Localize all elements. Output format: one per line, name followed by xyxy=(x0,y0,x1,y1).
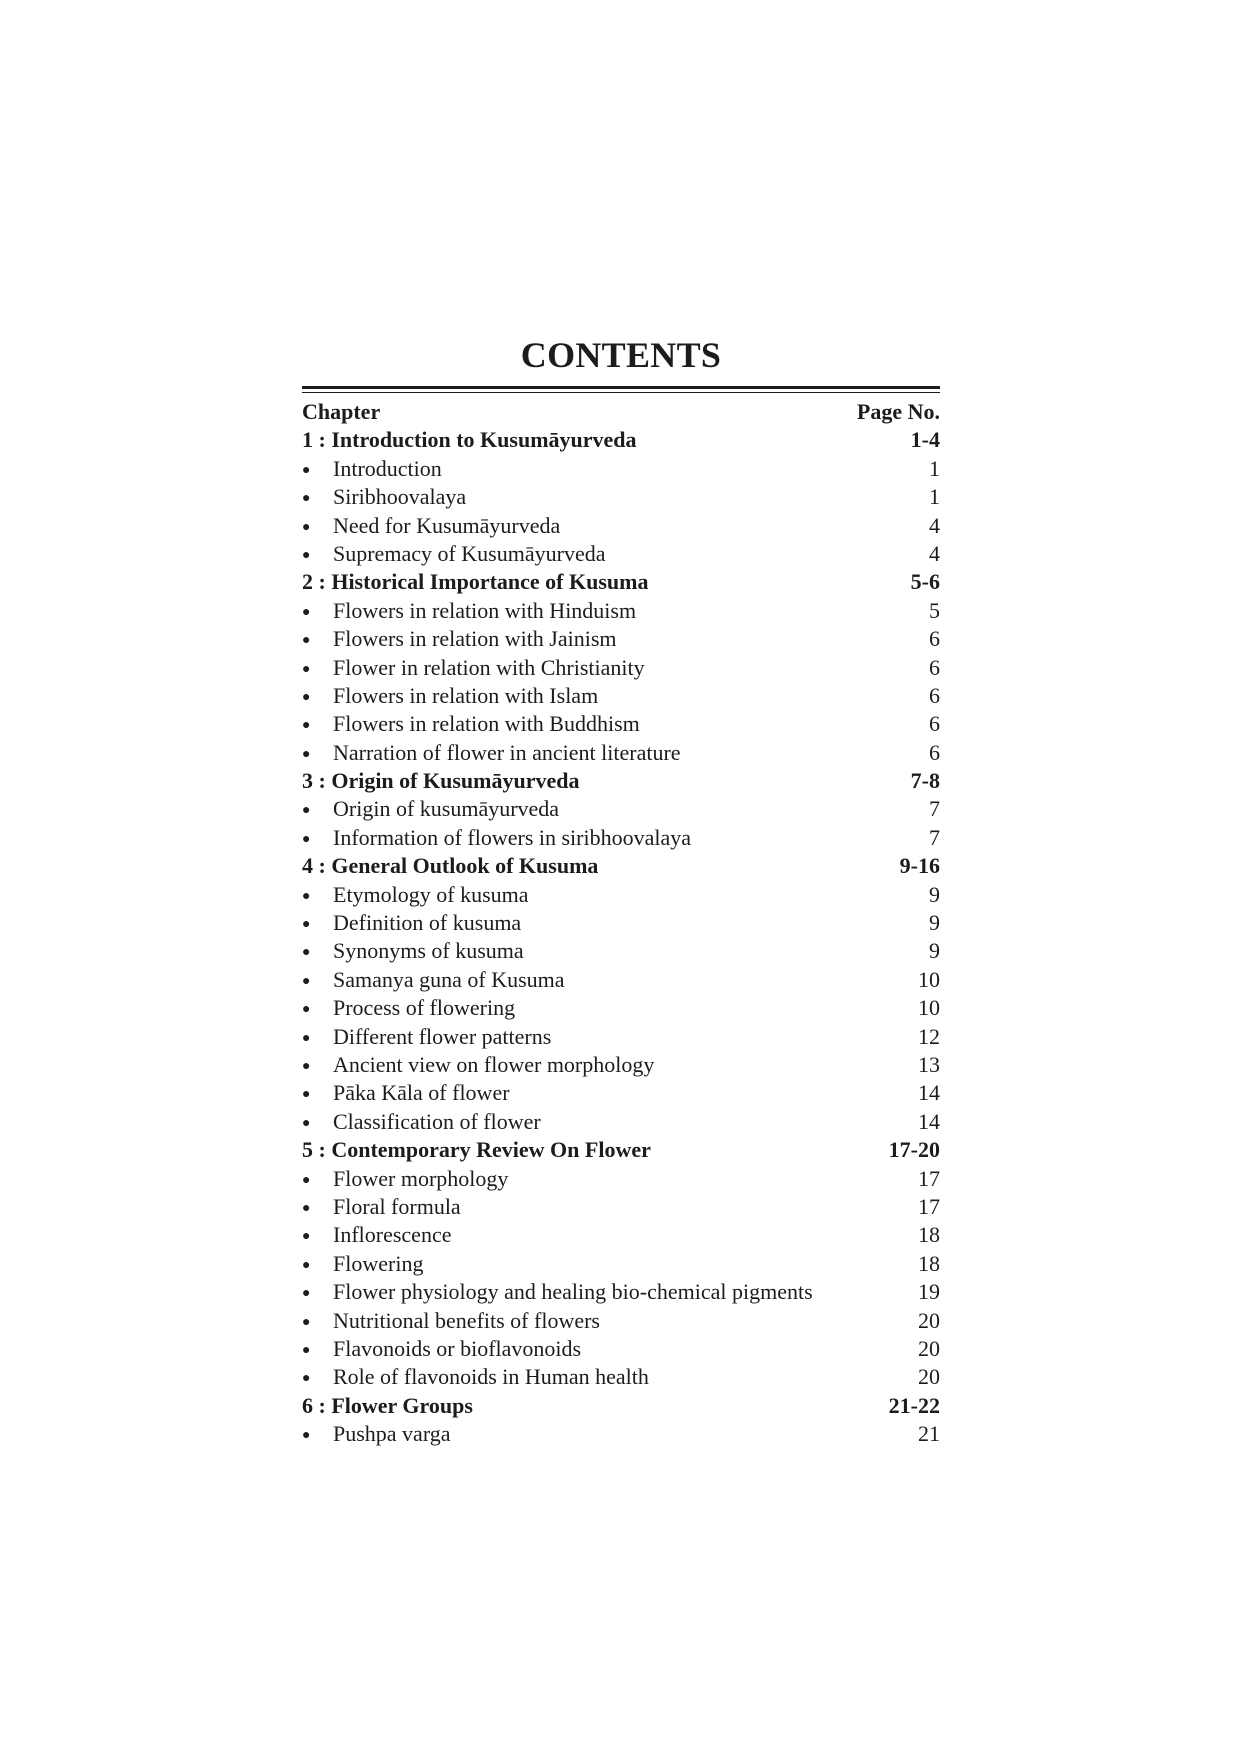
bullet-icon: ● xyxy=(302,1428,311,1444)
chapter-row xyxy=(302,1392,940,1420)
section-row xyxy=(302,1363,940,1391)
section-title: Definition of kusuma xyxy=(333,910,522,936)
page-number: 5 xyxy=(929,597,940,623)
chapter-title: 3 : Origin of Kusumāyurveda xyxy=(302,768,580,794)
bullet-icon: ● xyxy=(302,1342,311,1358)
section-row xyxy=(302,654,940,682)
section-row xyxy=(302,739,940,767)
section-title: Ancient view on flower morphology xyxy=(333,1052,655,1077)
bullet-icon: ● xyxy=(302,633,311,649)
page-number: 21-22 xyxy=(888,1392,940,1418)
section-title: Flowers in relation with Jainism xyxy=(333,626,617,652)
toc-entries xyxy=(302,426,940,1448)
section-row xyxy=(302,881,940,909)
page-number: 12 xyxy=(918,1023,940,1049)
section-row xyxy=(302,710,940,738)
page-number: 6 xyxy=(929,626,940,652)
bullet-icon: ● xyxy=(302,661,311,677)
page-number: 10 xyxy=(918,995,940,1021)
chapter-row xyxy=(302,767,940,795)
bullet-icon: ● xyxy=(302,888,311,904)
section-row xyxy=(302,455,940,483)
section-title: Origin of kusumāyurveda xyxy=(333,796,560,822)
section-title: Siribhoovalaya xyxy=(333,484,467,510)
bullet-icon: ● xyxy=(302,1002,311,1018)
page-number: 5-6 xyxy=(910,569,940,595)
chapter-row xyxy=(302,426,940,454)
section-title: Flowers in relation with Buddhism xyxy=(333,711,640,737)
section-title: Pāka Kāla of flower xyxy=(333,1080,510,1106)
bullet-icon: ● xyxy=(302,973,311,989)
bullet-icon: ● xyxy=(302,1059,311,1074)
chapter-row xyxy=(302,568,940,596)
bullet-icon: ● xyxy=(302,718,311,734)
page-number: 14 xyxy=(918,1080,940,1106)
section-row xyxy=(302,483,940,511)
bullet-icon: ● xyxy=(302,462,311,478)
section-row xyxy=(302,1420,940,1448)
page-number: 20 xyxy=(918,1307,940,1333)
page-number: 17 xyxy=(918,1193,940,1219)
bullet-icon: ● xyxy=(302,831,311,847)
section-title: Narration of flower in ancient literature xyxy=(333,739,681,765)
section-title: Role of flavonoids in Human health xyxy=(333,1364,649,1390)
section-title: Floral formula xyxy=(333,1193,461,1219)
chapter-title: 5 : Contemporary Review On Flower xyxy=(302,1137,651,1163)
bullet-icon: ● xyxy=(302,604,311,620)
section-row xyxy=(302,795,940,823)
page-number: 20 xyxy=(918,1364,940,1390)
section-title: Synonyms of kusuma xyxy=(333,938,524,964)
page-number: 9 xyxy=(929,938,940,964)
bullet-icon: ● xyxy=(302,547,311,563)
bullet-icon: ● xyxy=(302,1257,311,1273)
section-row xyxy=(302,909,940,937)
page-column-label: Page No. xyxy=(856,399,940,424)
section-row xyxy=(302,1250,940,1278)
page-number: 7 xyxy=(929,796,940,822)
page-number: 19 xyxy=(918,1279,940,1305)
page-number: 1 xyxy=(929,484,940,510)
section-row xyxy=(302,994,940,1022)
section-title: Different flower patterns xyxy=(333,1023,552,1049)
bullet-icon: ● xyxy=(302,945,311,961)
bullet-icon: ● xyxy=(302,803,311,819)
section-title: Classification of flower xyxy=(333,1108,541,1134)
bullet-icon: ● xyxy=(302,917,311,933)
section-row xyxy=(302,540,940,568)
title-rule-thin xyxy=(302,392,940,393)
bullet-icon: ● xyxy=(302,1172,311,1188)
page-number: 18 xyxy=(918,1222,940,1248)
section-row xyxy=(302,937,940,965)
section-title: Flowering xyxy=(333,1250,424,1276)
section-title: Supremacy of Kusumāyurveda xyxy=(333,540,606,566)
page-number: 7 xyxy=(929,824,940,850)
section-title: Introduction xyxy=(333,455,442,481)
page-title: CONTENTS xyxy=(520,335,722,375)
bullet-icon: ● xyxy=(302,1371,311,1387)
bullet-icon: ● xyxy=(302,1286,311,1302)
page-number: 9 xyxy=(929,910,940,936)
section-row xyxy=(302,512,940,540)
table-of-contents xyxy=(302,334,940,1448)
page-number: 13 xyxy=(918,1052,940,1077)
section-title: Need for Kusumāyurveda xyxy=(333,512,561,538)
section-title: Samanya guna of Kusuma xyxy=(333,966,565,992)
section-row xyxy=(302,966,940,994)
bullet-icon: ● xyxy=(302,689,311,705)
bullet-icon: ● xyxy=(302,491,311,507)
bullet-icon: ● xyxy=(302,1200,311,1216)
page-number: 1 xyxy=(929,455,940,481)
section-row xyxy=(302,597,940,625)
section-row xyxy=(302,1221,940,1249)
chapter-title: 6 : Flower Groups xyxy=(302,1392,473,1418)
chapter-title: 1 : Introduction to Kusumāyurveda xyxy=(302,427,637,453)
page-number: 17 xyxy=(918,1165,940,1191)
page-number: 7-8 xyxy=(910,768,940,794)
section-title: Flavonoids or bioflavonoids xyxy=(333,1335,582,1361)
section-title: Information of flowers in siribhoovalaya xyxy=(333,824,692,850)
section-row xyxy=(302,1023,940,1051)
section-title: Flower in relation with Christianity xyxy=(333,654,645,680)
page-number: 10 xyxy=(918,966,940,992)
bullet-icon: ● xyxy=(302,1314,311,1330)
page-number: 1-4 xyxy=(910,427,940,453)
chapter-row xyxy=(302,852,940,880)
page-number: 6 xyxy=(929,682,940,708)
page-number: 20 xyxy=(918,1335,940,1361)
page-number: 9-16 xyxy=(899,853,940,879)
bullet-icon: ● xyxy=(302,1087,311,1103)
bullet-icon: ● xyxy=(302,519,311,535)
section-row xyxy=(302,1193,940,1221)
section-row xyxy=(302,682,940,710)
page-number: 4 xyxy=(929,512,940,538)
section-row xyxy=(302,1165,940,1193)
page-number: 21 xyxy=(918,1421,940,1447)
page-number: 4 xyxy=(929,540,940,566)
chapter-title: 4 : General Outlook of Kusuma xyxy=(302,853,599,879)
page-number: 9 xyxy=(929,881,940,907)
section-title: Process of flowering xyxy=(333,995,516,1021)
page-number: 6 xyxy=(929,654,940,680)
section-row xyxy=(302,824,940,852)
section-title: Nutritional benefits of flowers xyxy=(333,1307,600,1333)
section-row xyxy=(302,1278,940,1306)
page-number: 17-20 xyxy=(888,1137,940,1163)
bullet-icon: ● xyxy=(302,1030,311,1046)
chapter-title: 2 : Historical Importance of Kusuma xyxy=(302,569,649,595)
page-number: 6 xyxy=(929,739,940,765)
section-row xyxy=(302,1335,940,1363)
bullet-icon: ● xyxy=(302,1115,311,1131)
section-title: Pushpa varga xyxy=(333,1421,451,1447)
section-title: Flowers in relation with Islam xyxy=(333,682,599,708)
page-number: 18 xyxy=(918,1250,940,1276)
page-number: 6 xyxy=(929,711,940,737)
section-row xyxy=(302,1307,940,1335)
section-title: Flower physiology and healing bio-chemical pigments xyxy=(333,1279,813,1305)
section-title: Etymology of kusuma xyxy=(333,881,529,907)
section-row xyxy=(302,1079,940,1107)
section-title: Flowers in relation with Hinduism xyxy=(333,597,637,623)
section-title: Inflorescence xyxy=(333,1222,452,1248)
page-number: 14 xyxy=(918,1108,940,1134)
column-header xyxy=(302,398,940,426)
bullet-icon: ● xyxy=(302,746,311,762)
section-row xyxy=(302,1051,940,1079)
section-title: Flower morphology xyxy=(333,1165,509,1191)
chapter-column-label: Chapter xyxy=(302,399,381,424)
chapter-row xyxy=(302,1136,940,1164)
title-rule-thick xyxy=(302,386,940,389)
section-row xyxy=(302,1108,940,1136)
section-row xyxy=(302,625,940,653)
bullet-icon: ● xyxy=(302,1229,311,1245)
